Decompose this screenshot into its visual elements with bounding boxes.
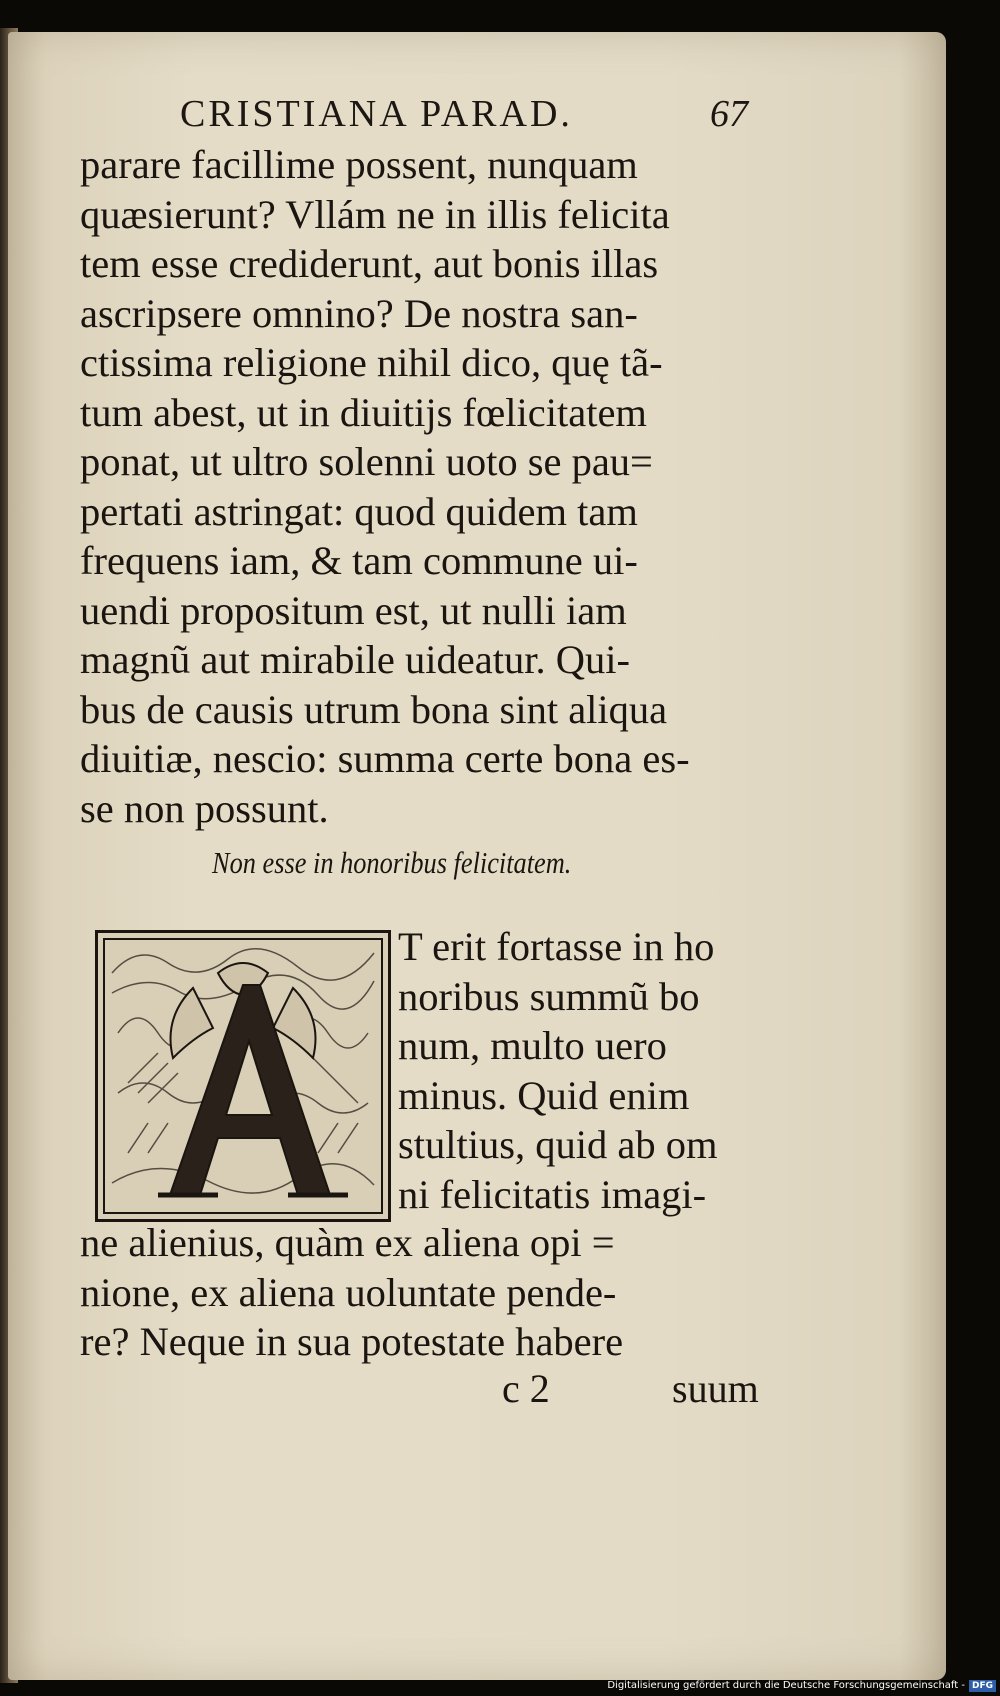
text-line: re? Neque in sua potestate habere [80,1319,624,1364]
text-line: bus de causis utrum bona sint aliqua [80,686,668,732]
text-line: ponat, ut ultro solenni uoto se pau= [80,439,653,484]
text-line: parare facillime possent, nunquam [80,142,638,187]
page-header [180,92,780,142]
text-line: se non possunt. [80,785,329,831]
initial-paragraph [398,922,798,1219]
decorated-initial [95,930,391,1222]
text-line: tum abest, ut in diuitijs fœlicitatem [80,389,647,435]
text-line: quæsierunt? Vllám ne in illis felicita [80,191,670,237]
text-line: num, multo uero [398,1023,667,1068]
text-line: magnũ aut mirabile uideatur. Qui- [80,637,630,682]
main-text-block [80,140,780,833]
woodcut-initial-image [98,933,388,1219]
text-line: tem esse crediderunt, aut bonis illas [80,241,659,286]
continuation-text [80,1218,800,1367]
page-number: 67 [710,93,748,135]
text-line: ne alienius, quàm ex aliena opi = [80,1220,615,1265]
text-line: noribus summũ bo [398,973,700,1019]
running-title: CRISTIANA PARAD. [180,93,573,135]
text-line: nione, ex aliena uoluntate pende- [80,1269,617,1315]
text-line: ni felicitatis imagi- [398,1171,707,1217]
catchword: suum [672,1366,759,1411]
dfg-logo: DFG [969,1680,996,1692]
text-line: T erit fortasse in ho [398,924,715,969]
signature-mark: c 2 [502,1366,550,1411]
text-line: ctissima religione nihil dico, quę tã- [80,340,663,385]
section-heading: Non esse in honoribus felicitatem. [212,845,572,880]
text-line: minus. Quid enim [398,1072,690,1118]
text-line: pertati astringat: quod quidem tam [80,488,638,534]
catchline [502,1365,802,1415]
text-line: uendi propositum est, ut nulli iam [80,587,627,633]
text-line: ascripsere omnino? De nostra san- [80,290,638,336]
digitization-credit [600,1678,996,1694]
text-line: stultius, quid ab om [398,1122,718,1167]
credit-text: Digitalisierung gefördert durch die Deutsche Forschungsgemeinschaft - [607,1680,965,1691]
text-line: diuitiæ, nescio: summa certe bona es- [80,736,690,781]
text-line: frequens iam, & tam commune ui- [80,538,638,583]
